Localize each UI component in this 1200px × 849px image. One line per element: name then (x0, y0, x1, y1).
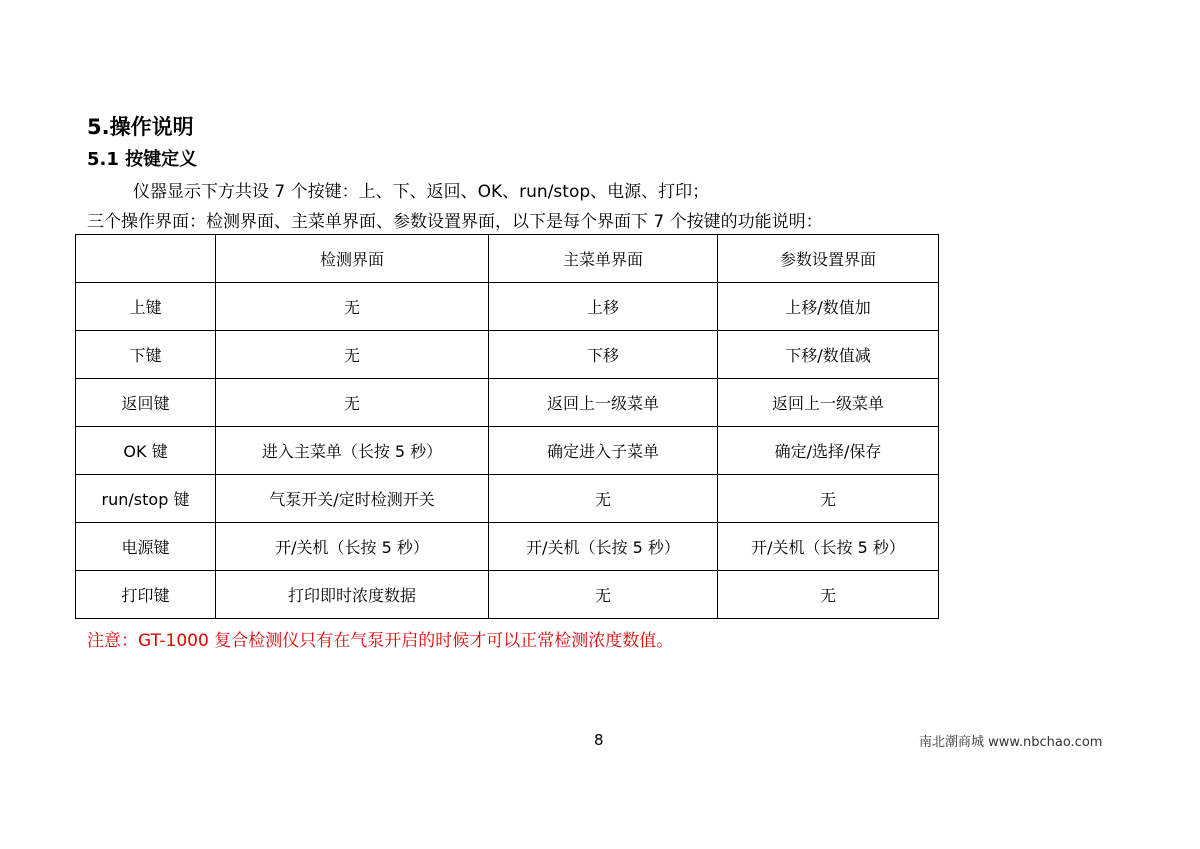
table-cell: 确定/选择/保存 (718, 427, 939, 475)
header-cell: 主菜单界面 (489, 235, 718, 283)
table-row (76, 427, 939, 475)
table-row (76, 283, 939, 331)
key-name-cell: 打印键 (76, 571, 216, 619)
key-function-table (75, 234, 939, 619)
table-cell: 开/关机（长按 5 秒） (489, 523, 718, 571)
table-cell: 返回上一级菜单 (489, 379, 718, 427)
header-cell (76, 235, 216, 283)
header-cell: 检测界面 (216, 235, 489, 283)
table-cell: 无 (216, 379, 489, 427)
table-cell: 气泵开关/定时检测开关 (216, 475, 489, 523)
table-cell: 下移/数值减 (718, 331, 939, 379)
table-cell: 上移/数值加 (718, 283, 939, 331)
header-cell: 参数设置界面 (718, 235, 939, 283)
table-cell: 返回上一级菜单 (718, 379, 939, 427)
table-row (76, 475, 939, 523)
key-name-cell: 下键 (76, 331, 216, 379)
table-cell: 无 (718, 475, 939, 523)
table-cell: 上移 (489, 283, 718, 331)
table-cell: 无 (216, 331, 489, 379)
page-number: 8 (594, 731, 604, 749)
screens-paragraph: 三个操作界面：检测界面、主菜单界面、参数设置界面，以下是每个界面下 7 个按键的功能说明： (87, 212, 823, 232)
table-cell: 无 (489, 571, 718, 619)
key-name-cell: 返回键 (76, 379, 216, 427)
key-name-cell: run/stop 键 (76, 475, 216, 523)
warning-note: 注意：GT-1000 复合检测仪只有在气泵开启的时候才可以正常检测浓度数值。 (87, 631, 674, 651)
key-name-cell: 电源键 (76, 523, 216, 571)
table-cell: 开/关机（长按 5 秒） (216, 523, 489, 571)
table-cell: 打印即时浓度数据 (216, 571, 489, 619)
table-cell: 开/关机（长按 5 秒） (718, 523, 939, 571)
table-cell: 无 (718, 571, 939, 619)
key-name-cell: 上键 (76, 283, 216, 331)
table-cell: 确定进入子菜单 (489, 427, 718, 475)
section-title: 5.操作说明 (87, 115, 194, 139)
table-cell: 下移 (489, 331, 718, 379)
intro-paragraph: 仪器显示下方共设 7 个按键：上、下、返回、OK、run/stop、电源、打印； (133, 182, 710, 202)
table-row (76, 523, 939, 571)
table-cell: 进入主菜单（长按 5 秒） (216, 427, 489, 475)
table-row (76, 571, 939, 619)
site-watermark: 南北潮商城 www.nbchao.com (919, 735, 1103, 750)
section-subtitle: 5.1 按键定义 (87, 149, 198, 170)
table-row (76, 331, 939, 379)
table-cell: 无 (216, 283, 489, 331)
key-name-cell: OK 键 (76, 427, 216, 475)
table-header-row (76, 235, 939, 283)
table-cell: 无 (489, 475, 718, 523)
table-row (76, 379, 939, 427)
